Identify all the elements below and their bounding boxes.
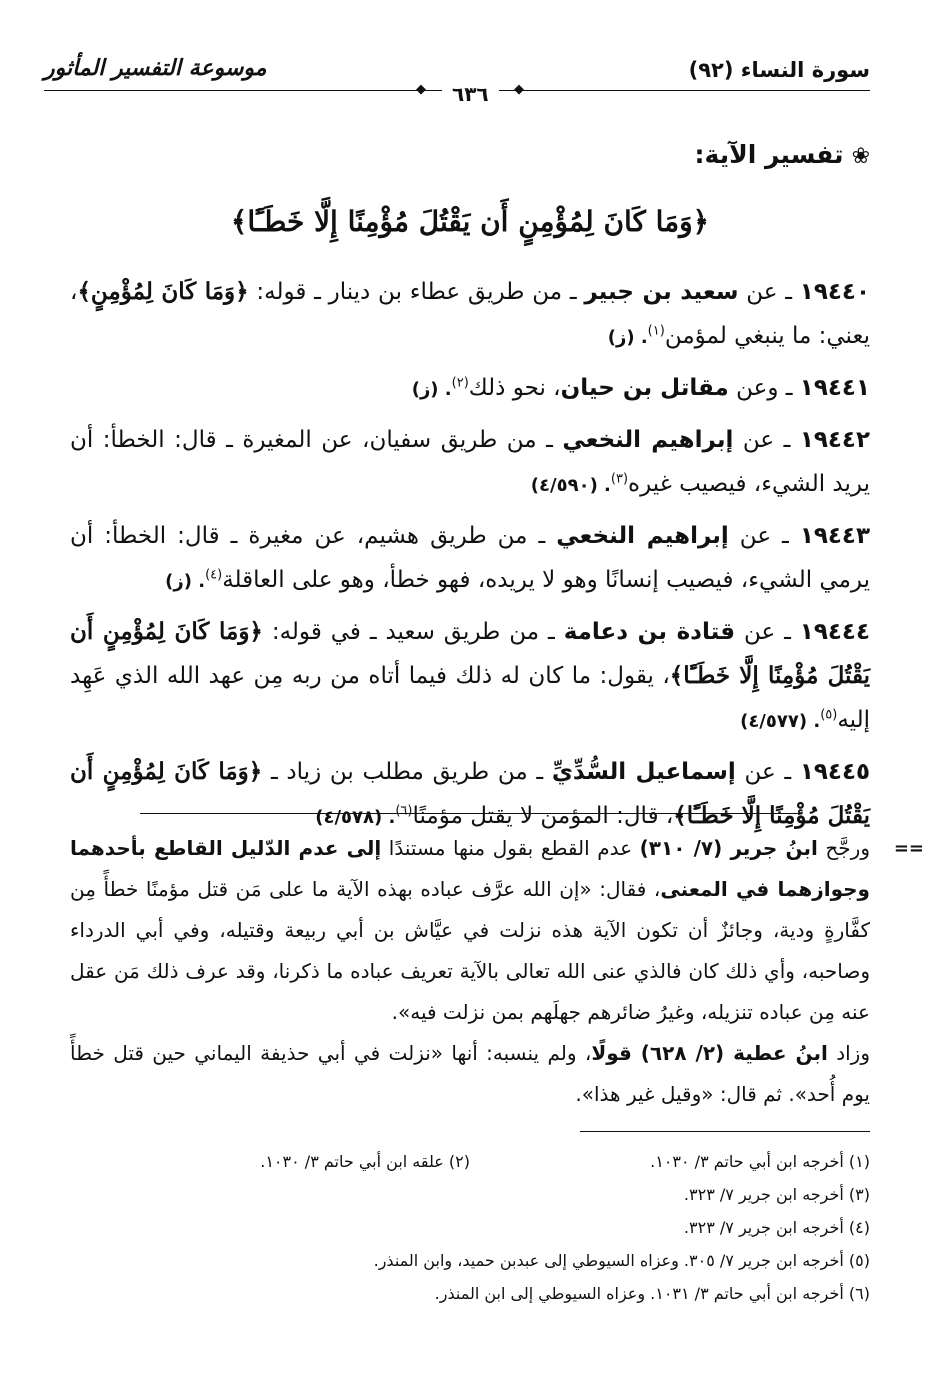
note-continuation-mark: == <box>893 838 924 859</box>
note-paragraph <box>70 1033 870 1115</box>
flower-icon: ❀ <box>851 144 870 169</box>
narration-entry <box>70 514 870 604</box>
footnote-marker: (٣) <box>610 471 629 487</box>
page-header <box>44 52 870 106</box>
narration-entry <box>70 610 870 744</box>
footnote-divider <box>580 1131 870 1132</box>
ornament-icon: ◆ <box>514 82 524 97</box>
quran-quote: ﴿وَمَا كَانَ لِمُؤْمِنٍ﴾ <box>77 278 249 305</box>
footnote-marker: (١) <box>647 323 665 339</box>
narrations <box>70 270 870 846</box>
narration-number: ١٩٤٤٤ <box>799 619 870 645</box>
emphasis: إلى عدم الدّليل القاطع بأحدهما وجوازهما في المعنى <box>70 836 870 901</box>
text: ـ من طريق مطلب بن زياد ـ <box>262 759 552 785</box>
narrator-name: مقاتل بن حيان <box>560 375 729 401</box>
narrator-name: إبراهيم النخعي <box>562 427 734 453</box>
ornament-icon: ◆ <box>416 82 426 97</box>
quran-quote: ﴿وَمَا كَانَ لِمُؤْمِنٍ أَن يَقْتُلَ مُؤْمِنًا إِلَّا خَطَـًٔا﴾ <box>70 758 870 829</box>
narrator-name: إسماعيل السُّدِّيِّ <box>551 759 736 785</box>
narrator-name: إبراهيم النخعي <box>556 523 729 549</box>
footnote-marker: (٢) <box>451 375 469 391</box>
text: عدم القطع بقول منها مستندًا <box>381 836 640 860</box>
narration-entry <box>70 750 870 840</box>
section-title-text: تفسير الآية: <box>694 140 844 169</box>
section-divider <box>140 813 800 814</box>
scholar-name: ابنُ جرير (٧/ ٣١٠) <box>639 836 818 860</box>
text: ـ من طريق هشيم، عن مغيرة ـ قال: الخطأ: أن يرمي الشيء، فيصيب إنسانًا وهو لا يريده، فهو خطأ، وهو على العاقلة <box>70 523 870 593</box>
footnote: (٦) أخرجه ابن أبي حاتم ٣/ ١٠٣١. وعزاه السيوطي إلى ابن المنذر. <box>434 1284 870 1303</box>
narration-number: ١٩٤٤٢ <box>799 427 871 453</box>
narration-number: ١٩٤٤٣ <box>799 523 871 549</box>
reference: . (٤/٥٧٨) <box>315 807 396 828</box>
text: ورجَّح <box>817 836 870 860</box>
reference: . (٤/٥٧٧) <box>740 711 821 732</box>
text: ، يعني: ما ينبغي لمؤمن <box>70 279 870 349</box>
footnote-marker: (٦) <box>395 803 413 819</box>
page-number: ٦٣٦ <box>442 82 499 106</box>
reference: . (ز) <box>411 379 452 400</box>
footnote-row <box>70 1145 870 1178</box>
narration-number: ١٩٤٤٥ <box>799 759 871 785</box>
text: ـ عن <box>738 279 800 305</box>
footnote-row <box>70 1178 870 1211</box>
text: ـ من طريق سعيد ـ في قوله: <box>262 619 564 645</box>
footnote: (٥) أخرجه ابن جرير ٧/ ٣٠٥. وعزاه السيوطي إلى عبدبن حميد، وابن المنذر. <box>373 1251 870 1270</box>
reference: . (ز) <box>165 571 206 592</box>
narration-number: ١٩٤٤١ <box>799 375 870 401</box>
scholar-name: ابنُ عطية (٢/ ٦٢٨) قولًا <box>591 1041 828 1065</box>
footnote-row <box>70 1211 870 1244</box>
quran-quote: ﴿وَمَا كَانَ لِمُؤْمِنٍ أَن يَقْتُلَ مُؤْمِنًا إِلَّا خَطَـًٔا﴾ <box>70 618 870 689</box>
text: ، قال: المؤمن لا يقتل مؤمنًا <box>412 803 674 829</box>
narrator-name: سعيد بن جبير <box>584 279 739 305</box>
narrator-name: قتادة بن دعامة <box>563 619 736 645</box>
narration-entry <box>70 418 870 508</box>
text: ، نحو ذلك <box>468 375 561 401</box>
text: ـ عن <box>728 523 800 549</box>
text: ، فقال: «إن الله عرَّف عباده بهذه الآية ما على مَن قتل مؤمنًا خطأً مِن كفَّارةٍ ودية، وجائزٌ أن تكون الآية هذه نزلت في عيَّاش بن أبي ربيعة وقتيله، وفي أبي الدرداء وصاحبه، وأي ذلك كان فالذي عنى الله تعالى بالآية تعريف عباده ما ذكرنا، وقد عرف ذلك مَن عقل عنه مِن عباده تنزيله، وغيرُ ضائرهم جهلَهم بمن نزلت فيه». <box>70 877 870 1024</box>
text: ، يقول: ما كان له ذلك فيما أتاه من ربه مِن عهد الله الذي عَهِد إليه <box>70 663 870 733</box>
note-paragraph <box>70 828 870 1033</box>
section-heading <box>695 140 870 169</box>
footnote-marker: (٥) <box>820 707 838 723</box>
footnote-row <box>70 1277 870 1310</box>
footnotes <box>70 1145 870 1310</box>
footnote-row <box>70 1244 870 1277</box>
text: ـ عن <box>735 759 800 785</box>
footnote: (٣) أخرجه ابن جرير ٧/ ٣٢٣. <box>683 1185 870 1204</box>
narration-entry <box>70 270 870 360</box>
text: ـ عن <box>733 427 800 453</box>
reference: . (٤/٥٩٠) <box>530 475 611 496</box>
quran-verse: ﴿وَمَا كَانَ لِمُؤْمِنٍ أَن يَقْتُلَ مُؤْمِنًا إِلَّا خَطَـًٔا﴾ <box>230 205 710 238</box>
footnote: (١) أخرجه ابن أبي حاتم ٣/ ١٠٣٠. <box>650 1152 870 1171</box>
footnote: (٤) أخرجه ابن جرير ٧/ ٣٢٣. <box>683 1218 870 1237</box>
text: ـ من طريق عطاء بن دينار ـ قوله: <box>248 279 585 305</box>
text: ـ من طريق سفيان، عن المغيرة ـ قال: الخطأ: أن يريد الشيء، فيصيب غيره <box>70 427 870 497</box>
text: ـ وعن <box>728 375 800 401</box>
surah-header: سورة النساء (٩٢) <box>688 58 870 82</box>
book-title: موسوعة التفسير المأثور <box>44 56 267 81</box>
text: وزاد <box>827 1041 870 1065</box>
footnote-marker: (٤) <box>205 567 223 583</box>
reference: . (ز) <box>607 327 648 348</box>
narration-entry <box>70 366 870 412</box>
commentary-note <box>70 828 924 1115</box>
text: ، ولم ينسبه: أنها «نزلت في أبي حذيفة اليماني حين قتل خطأً يوم أُحد». ثم قال: «وقيل غير هذا». <box>70 1041 870 1106</box>
text: ـ عن <box>735 619 800 645</box>
footnote: (٢) علقه ابن أبي حاتم ٣/ ١٠٣٠. <box>260 1152 470 1171</box>
narration-number: ١٩٤٤٠ <box>799 279 870 305</box>
